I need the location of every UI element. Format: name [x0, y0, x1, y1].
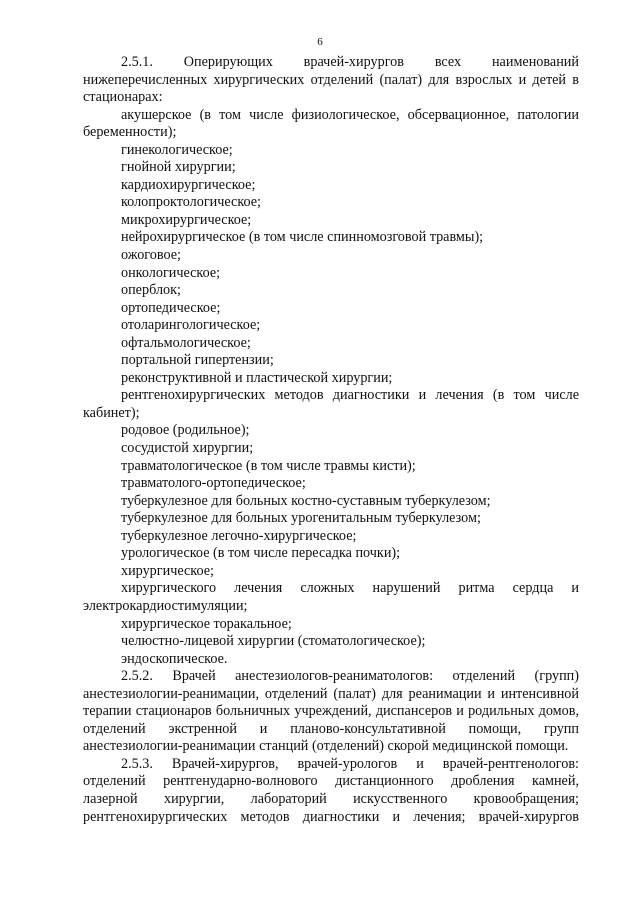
list-item: колопроктологическое;	[121, 194, 262, 211]
list-item: портальной гипертензии;	[121, 352, 274, 369]
document-body	[83, 54, 579, 826]
section-2-5-1-intro: 2.5.1. Оперирующих врачей-хирургов всех наименований нижеперечисленных хирургических отделений (палат) для взрослых и детей в стационарах:	[83, 54, 579, 106]
list-item: рентгенохирургических методов диагностики и лечения (в том числе кабинет);	[83, 387, 579, 421]
list-item: сосудистой хирургии;	[121, 440, 254, 457]
list-item: эндоскопическое.	[121, 650, 228, 667]
list-item: урологическое (в том числе пересадка почки);	[121, 545, 401, 562]
list-item: онкологическое;	[121, 264, 221, 281]
section-2-5-3: 2.5.3. Врачей-хирургов, врачей-урологов и врачей-рентгенологов: отделений рентгенударно-волнового дистанционного дробления камней, лазерной хирургии, лабораторий искусственного кровообращения; рентгенохирургических методов диагностики и лечения; врачей-хирургов	[83, 755, 579, 825]
list-item: нейрохирургическое (в том числе спинномозговой травмы);	[121, 229, 484, 246]
list-item: реконструктивной и пластической хирургии;	[121, 369, 393, 386]
list-item: туберкулезное для больных урогенитальным туберкулезом;	[121, 510, 481, 527]
list-item: туберкулезное легочно-хирургическое;	[121, 527, 357, 544]
list-item: травматолого-ортопедическое;	[121, 475, 306, 492]
list-item: кардиохирургическое;	[121, 176, 256, 193]
list-item: туберкулезное для больных костно-суставным туберкулезом;	[121, 492, 491, 509]
list-item: челюстно-лицевой хирургии (стоматологическое);	[121, 633, 426, 650]
list-item: хирургического лечения сложных нарушений ритма сердца и электрокардиостимуляции;	[83, 580, 579, 614]
list-item: офтальмологическое;	[121, 334, 251, 351]
list-item: родовое (родильное);	[121, 422, 250, 439]
section-2-5-2: 2.5.2. Врачей анестезиологов-реаниматологов: отделений (групп) анестезиологии-реанимации, отделений (палат) для реанимации и интенсивной терапии стационаров больничных учреждений, диспансеров и родильных домов, отделений экстренной и планово-консультативной помощи, групп анестезиологии-реанимации станций (отделений) скорой медицинской помощи.	[83, 668, 579, 755]
list-item: ортопедическое;	[121, 299, 221, 316]
list-item: микрохирургическое;	[121, 211, 252, 228]
department-list	[83, 107, 579, 669]
list-item: ожоговое;	[121, 247, 181, 264]
list-item: гнойной хирургии;	[121, 159, 236, 176]
list-item: хирургическое;	[121, 562, 214, 579]
list-item: травматологическое (в том числе травмы кисти);	[121, 457, 416, 474]
page-number: 6	[317, 36, 323, 48]
list-item: хирургическое торакальное;	[121, 615, 292, 632]
list-item: гинекологическое;	[121, 141, 233, 158]
list-item: отоларингологическое;	[121, 317, 261, 334]
list-item: акушерское (в том числе физиологическое, обсервационное, патологии беременности);	[83, 106, 579, 141]
list-item: оперблок;	[121, 282, 181, 299]
